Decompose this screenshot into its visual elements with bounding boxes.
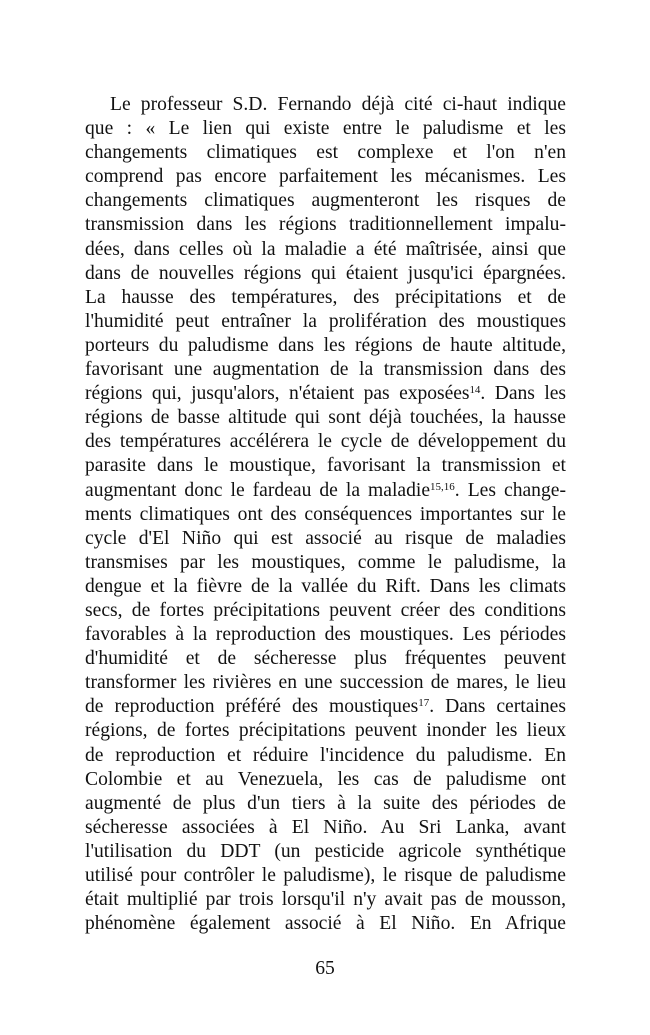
line-text: La hausse des températures, des précipitations et de bbox=[85, 286, 566, 308]
text-line bbox=[85, 117, 566, 141]
line-text: sécheresse associées à El Niño. Au Sri Lanka, avant bbox=[85, 816, 566, 838]
line-text: des températures accélérera le cycle de développement du bbox=[85, 431, 566, 453]
text-line bbox=[85, 213, 566, 237]
text-line-content bbox=[85, 840, 566, 864]
text-line bbox=[85, 575, 566, 599]
text-line-content bbox=[85, 719, 566, 743]
text-line bbox=[85, 310, 566, 334]
line-text: parasite dans le moustique, favorisant la transmission et bbox=[85, 455, 566, 477]
text-line bbox=[85, 454, 566, 478]
text-line bbox=[85, 599, 566, 623]
text-line bbox=[85, 93, 566, 117]
text-line-content bbox=[85, 912, 566, 936]
line-text-continued: . Dans certaines bbox=[429, 696, 566, 718]
footnote-reference: 17 bbox=[418, 697, 430, 710]
line-text: l'utilisation du DDT (un pesticide agricole synthétique bbox=[85, 840, 566, 862]
text-line bbox=[85, 238, 566, 262]
line-text: Colombie et au Venezuela, les cas de paludisme ont bbox=[85, 768, 566, 790]
page-number: 65 bbox=[315, 958, 335, 979]
text-line-content bbox=[85, 503, 566, 527]
text-line-content bbox=[85, 599, 566, 623]
line-text: secs, de fortes précipitations peuvent créer des conditions bbox=[85, 599, 566, 621]
text-line-content bbox=[85, 695, 566, 719]
text-line-content bbox=[85, 382, 566, 406]
line-text: dans de nouvelles régions qui étaient jusqu'ici épargnées. bbox=[85, 262, 566, 284]
line-text: porteurs du paludisme dans les régions de haute altitude, bbox=[85, 334, 566, 356]
line-text: favorables à la reproduction des moustiques. Les périodes bbox=[85, 624, 566, 646]
text-line-content bbox=[85, 358, 566, 382]
text-line bbox=[85, 695, 566, 719]
line-text: augmenté de plus d'un tiers à la suite des périodes de bbox=[85, 792, 566, 814]
text-line bbox=[85, 912, 566, 936]
text-line-content bbox=[85, 888, 566, 912]
text-line bbox=[85, 671, 566, 695]
text-line-content bbox=[85, 479, 566, 503]
text-line bbox=[85, 430, 566, 454]
text-line-content bbox=[85, 334, 566, 358]
text-line-content bbox=[85, 93, 566, 117]
text-line bbox=[85, 816, 566, 840]
line-text: changements climatiques augmenteront les risques de bbox=[85, 190, 566, 212]
text-line-content bbox=[85, 406, 566, 430]
line-text: comprend pas encore parfaitement les mécanismes. Les bbox=[85, 166, 566, 188]
line-text: Le professeur S.D. Fernando déjà cité ci-haut indique bbox=[110, 94, 566, 115]
line-text: l'humidité peut entraîner la prolifération des moustiques bbox=[85, 310, 566, 332]
line-text-continued: . Dans les bbox=[480, 383, 566, 405]
text-line-content bbox=[85, 189, 566, 213]
line-text: que : « Le lien qui existe entre le paludisme et les bbox=[85, 118, 566, 140]
line-text: favorisant une augmentation de la transmission dans des bbox=[85, 359, 566, 381]
text-line bbox=[85, 141, 566, 165]
text-line bbox=[85, 623, 566, 647]
text-line bbox=[85, 262, 566, 286]
line-text: était multiplié par trois lorsqu'il n'y avait pas de mousson, bbox=[85, 889, 566, 911]
text-line bbox=[85, 382, 566, 406]
text-line-content bbox=[85, 744, 566, 768]
text-line-content bbox=[85, 816, 566, 840]
line-text: régions qui, jusqu'alors, n'étaient pas exposées bbox=[85, 383, 470, 405]
text-line bbox=[85, 647, 566, 671]
text-line-content bbox=[85, 286, 566, 310]
text-line-content bbox=[85, 768, 566, 792]
line-text: d'humidité et de sécheresse plus fréquentes peuvent bbox=[85, 648, 566, 670]
text-line bbox=[85, 358, 566, 382]
text-line-content bbox=[85, 262, 566, 286]
text-line bbox=[85, 840, 566, 864]
footnote-reference: 15,16 bbox=[430, 480, 455, 493]
text-line bbox=[85, 165, 566, 189]
text-line-content bbox=[85, 165, 566, 189]
text-line-content bbox=[85, 647, 566, 671]
line-text: cycle d'El Niño qui est associé au risque de maladies bbox=[85, 527, 566, 549]
text-line bbox=[85, 792, 566, 816]
text-line-content bbox=[85, 430, 566, 454]
text-line bbox=[85, 551, 566, 575]
footnote-reference: 14 bbox=[469, 384, 481, 397]
text-line-content bbox=[85, 238, 566, 262]
line-text-continued: . Les change- bbox=[454, 479, 566, 501]
text-line-content bbox=[85, 551, 566, 575]
line-text: régions de basse altitude qui sont déjà touchées, la hausse bbox=[85, 407, 566, 429]
text-line-content bbox=[85, 454, 566, 478]
text-line-content bbox=[85, 117, 566, 141]
text-line-content bbox=[85, 671, 566, 695]
line-text: phénomène également associé à El Niño. En Afrique bbox=[85, 913, 566, 935]
text-line-content bbox=[85, 864, 566, 888]
body-paragraph bbox=[85, 93, 566, 936]
text-line bbox=[85, 503, 566, 527]
line-text: transformer les rivières en une succession de mares, le lieu bbox=[85, 672, 566, 694]
line-text: augmentant donc le fardeau de la maladie bbox=[85, 479, 431, 501]
line-text: transmission dans les régions traditionnellement impalu- bbox=[85, 214, 566, 236]
text-line-content bbox=[85, 575, 566, 599]
line-text: utilisé pour contrôler le paludisme), le risque de paludisme bbox=[85, 865, 566, 886]
text-line-content bbox=[85, 141, 566, 165]
line-text: transmises par les moustiques, comme le paludisme, la bbox=[85, 551, 566, 573]
line-text: dées, dans celles où la maladie a été maîtrisée, ainsi que bbox=[85, 238, 566, 260]
text-line bbox=[85, 719, 566, 743]
line-text: de reproduction préféré des moustiques bbox=[85, 696, 419, 718]
text-line-content bbox=[85, 792, 566, 816]
line-text: changements climatiques est complexe et l'on n'en bbox=[85, 142, 566, 164]
text-line bbox=[85, 888, 566, 912]
text-line-content bbox=[85, 213, 566, 237]
text-line bbox=[85, 406, 566, 430]
text-line-content bbox=[85, 623, 566, 647]
text-line-content bbox=[85, 310, 566, 334]
text-line bbox=[85, 527, 566, 551]
text-line bbox=[85, 189, 566, 213]
line-text: dengue et la fièvre de la vallée du Rift. Dans les climats bbox=[85, 575, 566, 597]
text-line bbox=[85, 479, 566, 503]
line-text: régions, de fortes précipitations peuvent inonder les lieux bbox=[85, 720, 566, 742]
text-line bbox=[85, 768, 566, 792]
text-line-content bbox=[85, 527, 566, 551]
text-line bbox=[85, 864, 566, 888]
text-line bbox=[85, 744, 566, 768]
line-text: ments climatiques ont des conséquences importantes sur le bbox=[85, 503, 566, 525]
text-line bbox=[85, 334, 566, 358]
line-text: de reproduction et réduire l'incidence du paludisme. En bbox=[85, 744, 566, 766]
text-line bbox=[85, 286, 566, 310]
